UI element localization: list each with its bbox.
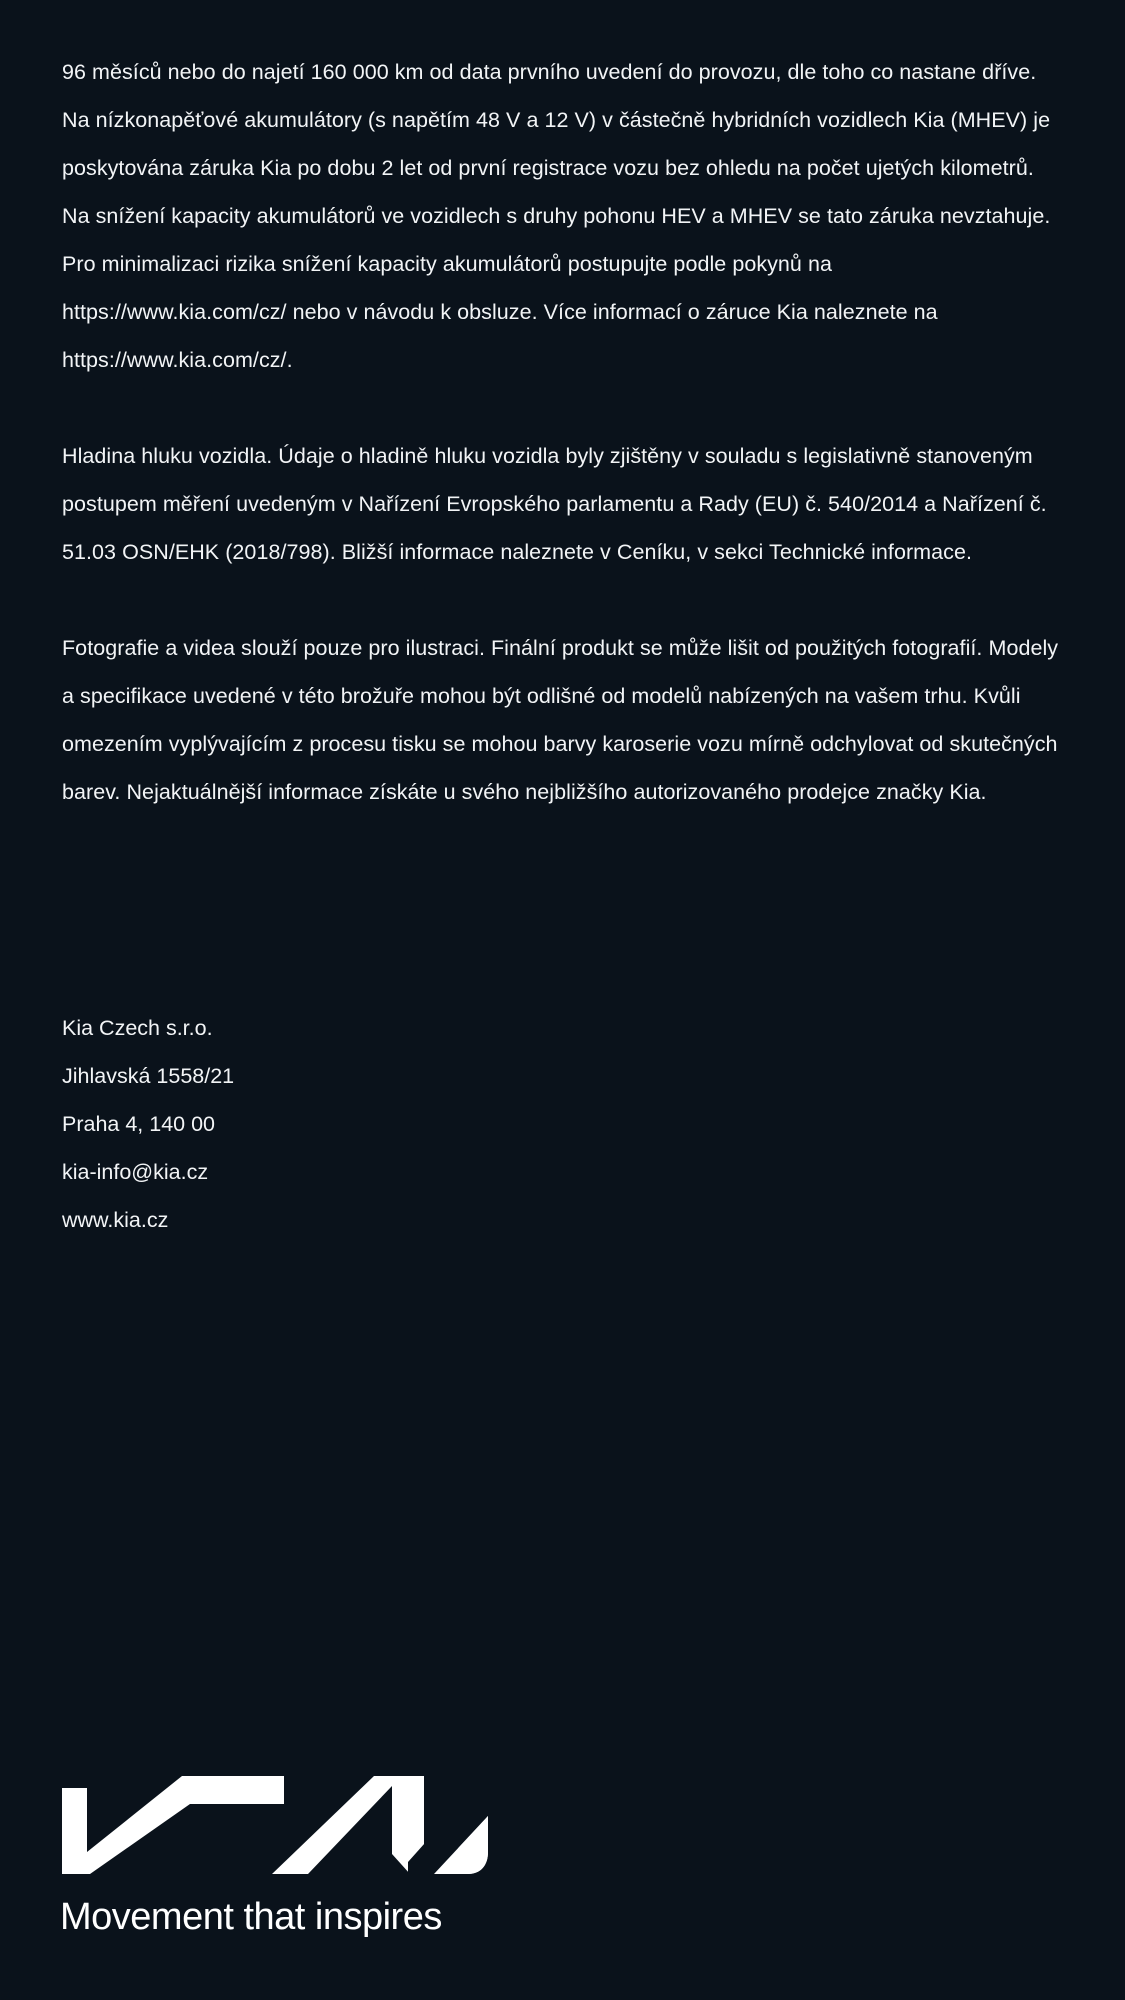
company-name: Kia Czech s.r.o.	[62, 1016, 213, 1040]
kia-logo-icon	[62, 1776, 488, 1876]
warranty-paragraph: 96 měsíců nebo do najetí 160 000 km od data prvního uvedení do provozu, dle toho co nastane dříve. Na nízkonapěťové akumulátory (s napětím 48 V a 12 V) v částečně hybridních vozidlech Kia (MHEV) je poskytována záruka Kia po dobu 2 let od první registrace vozu bez ohledu na počet ujetých kilometrů. Na snížení kapacity akumulátorů ve vozidlech s druhy pohonu HEV a MHEV se tato záruka nevztahuje. Pro minimalizaci rizika snížení kapacity akumulátorů postupujte podle pokynů na https://www.kia.com/cz/ nebo v návodu k obsluze. Více informací o záruce Kia naleznete na https://www.kia.com/cz/.	[62, 60, 1051, 372]
illustration-disclaimer-paragraph: Fotografie a videa slouží pouze pro ilustraci. Finální produkt se může lišit od použitých fotografií. Modely a specifikace uvedené v této brožuře mohou být odlišné od modelů nabízených na vašem trhu. Kvůli omezením vyplývajícím z procesu tisku se mohou barvy karoserie vozu mírně odchylovat od skutečných barev. Nejaktuálnější informace získáte u svého nejbližšího autorizovaného prodejce značky Kia.	[62, 636, 1059, 804]
kia-logo	[62, 1776, 488, 1876]
brand-tagline: Movement that inspires	[60, 1896, 442, 1938]
email-link[interactable]: kia-info@kia.cz	[62, 1160, 209, 1184]
contact-block	[62, 1004, 234, 1244]
city-postcode: Praha 4, 140 00	[62, 1112, 216, 1136]
disclaimer-section	[62, 48, 1062, 816]
noise-level-paragraph: Hladina hluku vozidla. Údaje o hladině hluku vozidla byly zjištěny v souladu s legislativně stanoveným postupem měření uvedeným v Nařízení Evropského parlamentu a Rady (EU) č. 540/2014 a Nařízení č. 51.03 OSN/EHK (2018/798). Bližší informace naleznete v Ceníku, v sekci Technické informace.	[62, 444, 1047, 564]
street-address: Jihlavská 1558/21	[62, 1064, 235, 1088]
website-link[interactable]: www.kia.cz	[62, 1208, 169, 1232]
